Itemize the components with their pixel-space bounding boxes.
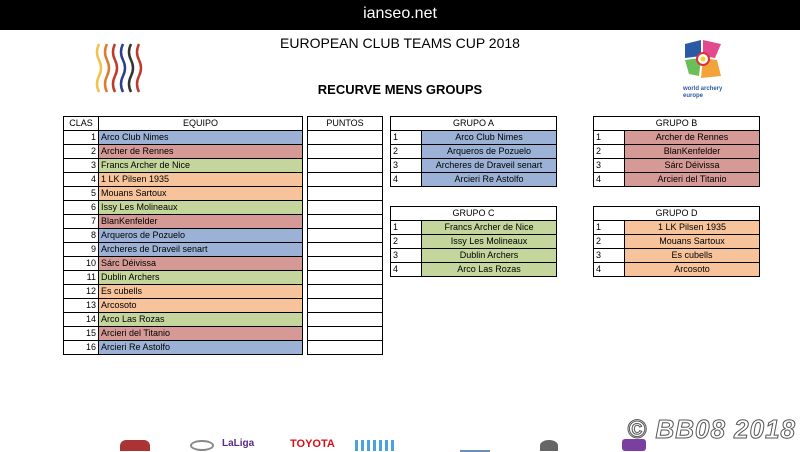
olympic-rings-icon (190, 440, 214, 451)
sponsor-strip (110, 438, 670, 451)
ranking-table (63, 116, 383, 355)
group-row (391, 249, 557, 263)
copyright-watermark: © BB08 2018 (627, 414, 796, 444)
table-row (64, 201, 383, 215)
sponsor-emblem-icon (540, 440, 558, 451)
team-cell: Archeres de Draveil senart (99, 243, 303, 257)
team-cell: 1 LK Pilsen 1935 (99, 173, 303, 187)
points-cell (308, 257, 383, 271)
page-title: EUROPEAN CLUB TEAMS CUP 2018 (280, 35, 520, 51)
clas-cell: 7 (64, 215, 99, 229)
group-seed: 1 (391, 221, 422, 235)
group-row (594, 221, 760, 235)
clas-cell: 9 (64, 243, 99, 257)
clas-cell: 10 (64, 257, 99, 271)
team-cell: Archer de Rennes (99, 145, 303, 159)
clas-cell: 3 (64, 159, 99, 173)
org-logo-text: world archery europe (683, 86, 723, 99)
points-cell (308, 271, 383, 285)
table-row (64, 145, 383, 159)
table-row (64, 243, 383, 257)
group-seed: 1 (594, 131, 625, 145)
group-team: Issy Les Molineaux (422, 235, 557, 249)
clas-cell: 4 (64, 173, 99, 187)
group-team: Sárc Déivissa (625, 159, 760, 173)
group-team: Arcieri del Titanio (625, 173, 760, 187)
sponsor-bars-icon (355, 440, 395, 451)
team-cell: Dublin Archers (99, 271, 303, 285)
group-row (391, 145, 557, 159)
points-cell (308, 215, 383, 229)
points-cell (308, 243, 383, 257)
group-row (594, 173, 760, 187)
group-team: Arcieri Re Astolfo (422, 173, 557, 187)
group-seed: 1 (391, 131, 422, 145)
group-row (594, 145, 760, 159)
table-row (64, 187, 383, 201)
group-seed: 4 (594, 263, 625, 277)
clas-cell: 5 (64, 187, 99, 201)
group-row (391, 235, 557, 249)
sponsor-script-icon (460, 439, 490, 452)
team-cell: Arcieri del Titanio (99, 327, 303, 341)
group-row (391, 221, 557, 235)
team-cell: Francs Archer de Nice (99, 159, 303, 173)
sponsor-toyota: TOYOTA (290, 438, 335, 450)
world-archery-europe-logo (681, 38, 729, 99)
group-seed: 2 (391, 145, 422, 159)
sponsor-laliga: LaLiga (222, 438, 255, 449)
group-c-title: GRUPO C (391, 207, 557, 221)
table-row (64, 215, 383, 229)
group-row (391, 131, 557, 145)
group-team: Francs Archer de Nice (422, 221, 557, 235)
points-cell (308, 299, 383, 313)
group-seed: 3 (594, 249, 625, 263)
group-seed: 4 (391, 263, 422, 277)
group-team: Arqueros de Pozuelo (422, 145, 557, 159)
clas-cell: 8 (64, 229, 99, 243)
group-d-table (593, 206, 760, 277)
team-cell: BlanKenfelder (99, 215, 303, 229)
group-team: Archeres de Draveil senart (422, 159, 557, 173)
group-team: BlanKenfelder (625, 145, 760, 159)
clas-cell: 15 (64, 327, 99, 341)
team-cell: Arqueros de Pozuelo (99, 229, 303, 243)
team-cell: Mouans Sartoux (99, 187, 303, 201)
table-row (64, 229, 383, 243)
clas-cell: 14 (64, 313, 99, 327)
event-logo (93, 42, 155, 99)
table-row (64, 313, 383, 327)
points-cell (308, 145, 383, 159)
group-team: Dublin Archers (422, 249, 557, 263)
clas-cell: 1 (64, 131, 99, 145)
group-row (594, 131, 760, 145)
team-cell: Es cubells (99, 285, 303, 299)
group-team: Arcosoto (625, 263, 760, 277)
points-cell (308, 201, 383, 215)
group-row (391, 173, 557, 187)
sponsor-crest-icon (120, 440, 150, 451)
points-cell (308, 131, 383, 145)
col-header-clas: CLAS (64, 117, 99, 131)
group-row (594, 263, 760, 277)
table-row (64, 327, 383, 341)
group-team: Es cubells (625, 249, 760, 263)
table-row (64, 173, 383, 187)
group-team: 1 LK Pilsen 1935 (625, 221, 760, 235)
team-cell: Arco Club Nimes (99, 131, 303, 145)
table-row (64, 257, 383, 271)
group-team: Archer de Rennes (625, 131, 760, 145)
table-row (64, 271, 383, 285)
browser-url-bar[interactable] (0, 0, 800, 30)
group-seed: 3 (391, 249, 422, 263)
team-cell: Arcieri Re Astolfo (99, 341, 303, 355)
group-seed: 1 (594, 221, 625, 235)
team-cell: Sárc Déivissa (99, 257, 303, 271)
table-row (64, 299, 383, 313)
col-header-puntos: PUNTOS (308, 117, 383, 131)
points-cell (308, 159, 383, 173)
group-a-table (390, 116, 557, 187)
team-cell: Issy Les Molineaux (99, 201, 303, 215)
group-seed: 2 (594, 235, 625, 249)
table-row (64, 131, 383, 145)
group-team: Arco Club Nimes (422, 131, 557, 145)
clas-cell: 16 (64, 341, 99, 355)
group-seed: 4 (594, 173, 625, 187)
table-row (64, 341, 383, 355)
group-a-title: GRUPO A (391, 117, 557, 131)
group-d-title: GRUPO D (594, 207, 760, 221)
clas-cell: 13 (64, 299, 99, 313)
group-seed: 2 (391, 235, 422, 249)
group-team: Arco Las Rozas (422, 263, 557, 277)
team-cell: Arcosoto (99, 299, 303, 313)
group-row (594, 235, 760, 249)
group-team: Mouans Sartoux (625, 235, 760, 249)
group-seed: 3 (594, 159, 625, 173)
group-c-table (390, 206, 557, 277)
points-cell (308, 285, 383, 299)
points-cell (308, 229, 383, 243)
clas-cell: 6 (64, 201, 99, 215)
points-cell (308, 341, 383, 355)
clas-cell: 2 (64, 145, 99, 159)
ranking-body (64, 131, 383, 355)
group-row (391, 263, 557, 277)
col-header-equipo: EQUIPO (99, 117, 303, 131)
group-b-table (593, 116, 760, 187)
table-row (64, 285, 383, 299)
group-b-title: GRUPO B (594, 117, 760, 131)
points-cell (308, 327, 383, 341)
group-row (391, 159, 557, 173)
clas-cell: 12 (64, 285, 99, 299)
url-text: ianseo.net (363, 5, 437, 22)
team-cell: Arco Las Rozas (99, 313, 303, 327)
points-cell (308, 187, 383, 201)
clas-cell: 11 (64, 271, 99, 285)
group-seed: 4 (391, 173, 422, 187)
points-cell (308, 173, 383, 187)
group-seed: 3 (391, 159, 422, 173)
points-cell (308, 313, 383, 327)
group-seed: 2 (594, 145, 625, 159)
group-row (594, 159, 760, 173)
page-subtitle: RECURVE MENS GROUPS (317, 82, 483, 97)
group-row (594, 249, 760, 263)
table-row (64, 159, 383, 173)
